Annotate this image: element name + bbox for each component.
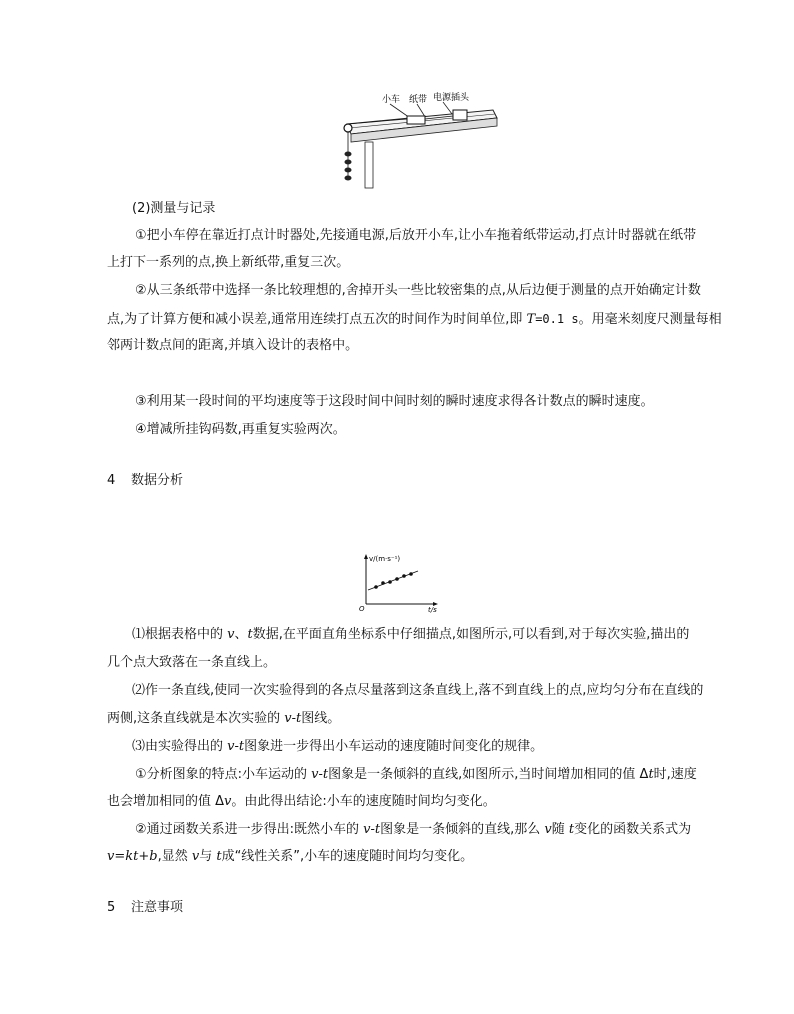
var-t: t [648,767,654,782]
data-point [409,572,413,576]
text: ,显然 [157,849,192,864]
text: 随 [551,822,569,837]
q3-line [132,738,699,756]
section-title: 数据分析 [131,473,184,488]
text: 、 [234,627,248,642]
para-2-line-2 [107,310,722,329]
var-t: t [247,627,253,642]
text: 两侧,这条直线就是本次实验的 [107,711,285,726]
text: 通过函数关系进一步得出:既然小车的 [146,822,364,837]
label-car: 小车 [382,95,401,105]
text: 点,为了计算方便和减小误差,通常用连续打点五次的时间作为时间单位,即 [107,312,527,327]
text: 数据,在平面直角坐标系中仔细描点,如图所示,可以看到,对于每次实验,描出的 [252,627,690,642]
text: 与 [199,849,217,864]
para-2-line-3: 邻两计数点间的距离,并填入设计的表格中。 [107,338,359,353]
text: ⑴根据表格中的 [132,627,228,642]
text: 图线。 [301,711,341,726]
section-5-heading [107,896,183,915]
var-t: t [216,849,222,864]
section-number: 4 [107,473,116,488]
var-T: T [526,312,536,327]
para-1-line-1 [135,227,699,245]
y-axis-label: v/(m·s⁻¹) [369,555,401,563]
apparatus-figure [335,88,505,190]
text: 从三条纸带中选择一条比较理想的,舍掉开头一些比较密集的点,从后边便于测量的点开始确定计数 [146,283,701,298]
text: 把小车停在靠近打点计时器处,先接通电源,后放开小车,让小车拖着纸带运动,打点计时器就在纸带 [146,228,697,243]
label-tape: 纸带 [409,95,428,105]
origin-label: O [359,605,365,613]
text: 图象是一条倾斜的直线,如图所示,当时间增加相同的值 Δ [328,767,649,782]
text: 增减所挂钩码数,再重复实验两次。 [146,422,346,437]
text: ⑶由实验得出的 [132,739,228,754]
var-vt: v-t [284,711,302,726]
text: 分析图象的特点:小车运动的 [146,767,312,782]
data-point [374,585,378,589]
value: =0.1 s [535,312,579,326]
equation: v=kt+b [107,849,158,864]
q2-line-2 [107,710,699,728]
label-plug: 电源插头 [433,93,470,103]
q4-line-1 [135,766,699,784]
q1-line-1 [132,626,699,644]
text: 也会增加相同的值 Δ [107,794,225,809]
section-4-heading [107,469,183,488]
para-2-line-1 [135,282,699,300]
var-v: v [224,794,232,809]
text: 。用毫米刻度尺测量每相 [578,312,722,327]
q1-line-2: 几个点大致落在一条直线上。 [107,655,277,670]
circled-num: ② [135,283,147,298]
q5-line-1 [135,821,699,839]
x-axis-label: t/s [428,606,437,614]
text: 图象是一条倾斜的直线,那么 [380,822,545,837]
circled-num: ② [135,822,147,837]
circled-num: ④ [135,422,147,437]
para-1-line-2: 上打下一系列的点,换上新纸带,重复三次。 [107,255,350,270]
circled-num: ① [135,767,147,782]
var-vt: v-t [363,822,381,837]
vt-graph [356,552,446,614]
circled-num: ③ [135,394,147,409]
data-point [381,581,385,585]
text: 图象进一步得出小车运动的速度随时间变化的规律。 [244,739,544,754]
var-v: v [544,822,552,837]
text: 成“线性关系”,小车的速度随时间均匀变化。 [221,849,474,864]
para-4 [135,421,699,439]
var-t: t [568,822,575,837]
circled-num: ① [135,228,147,243]
section-number: 5 [107,900,116,915]
var-v: v [227,627,235,642]
q5-line-2 [107,848,699,866]
data-point [395,577,399,581]
q2-line-1: ⑵作一条直线,使同一次实验得到的各点尽量落到这条直线上,落不到直线上的点,应均匀分布在直线的 [132,683,704,698]
data-point [402,574,406,578]
var-vt: v-t [311,767,329,782]
text: 时,速度 [653,767,697,782]
section-measure-title: (2)测量与记录 [132,201,216,216]
data-point [388,580,392,584]
section-title: 注意事项 [131,900,184,915]
text: 。由此得出结论:小车的速度随时间均匀变化。 [231,794,496,809]
var-vt: v-t [227,739,245,754]
var-v: v [191,849,200,864]
text: 变化的函数关系式为 [574,822,692,837]
text: 利用某一段时间的平均速度等于这段时间中间时刻的瞬时速度求得各计数点的瞬时速度。 [146,394,654,409]
para-3 [135,393,699,411]
q4-line-2 [107,793,699,811]
